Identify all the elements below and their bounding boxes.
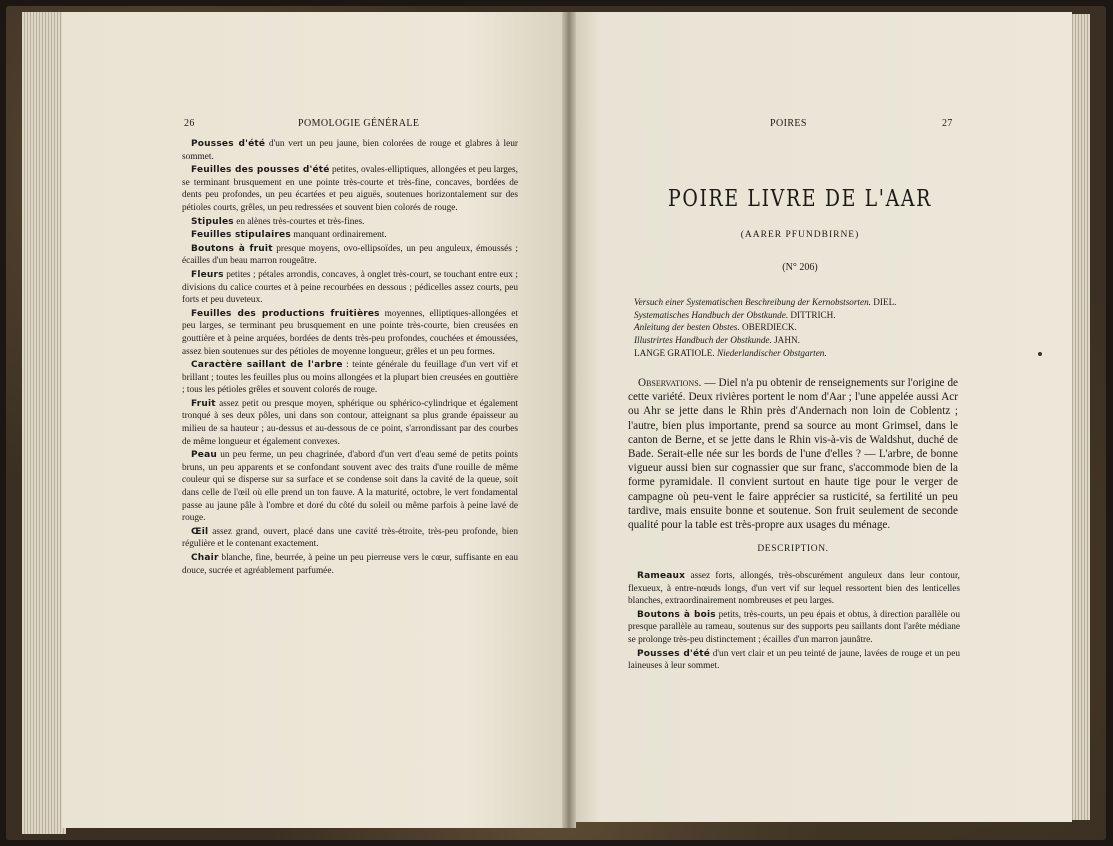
paragraph-term: Stipules [191, 216, 234, 227]
description-paragraph [628, 570, 960, 608]
reference-item: Systematisches Handbuch der Obstkunde. DITTRICH. [634, 309, 836, 320]
right-running-head: POIRES [770, 118, 807, 129]
reference-item: Versuch einer Systematischen Beschreibung der Kernobstsorten. DIEL. [634, 297, 897, 307]
paragraph-term: Fleurs [191, 269, 224, 280]
left-running-head: POMOLOGIE GÉNÉRALE [298, 118, 420, 129]
paragraph-body: petits, très-courts, un peu épais et obtus, à direction parallèle ou presque parallèle au rameau, soutenus sur des supports peu saillants dont l'arête médiane se prolonge très-peu distinctement ; écailles d'un marron jaunâtre. [628, 609, 960, 645]
description-paragraph [182, 164, 518, 214]
description-paragraph [182, 243, 518, 268]
paragraph-term: Feuilles des productions fruitières [191, 308, 380, 319]
variety-synonym: (AARER PFUNDBIRNE) [740, 230, 860, 240]
paragraph-body: d'un vert un peu jaune, bien colorées de rouge et glabres à leur sommet. [182, 139, 518, 162]
reference-item: Anleitung der besten Obstes. OBERDIECK. [634, 322, 797, 333]
observations-label: Observations. [638, 377, 702, 389]
paragraph-body: assez forts, allongés, très-obscurément anguleux dans leur contour, flexueux, à entre-nœuds longs, d'un vert vif sur lequel ressortent bien des lenticelles blanches, extraordinairement nombreuses et peu larges. [628, 571, 960, 607]
paragraph-body: blanche, fine, beurrée, à peine un peu pierreuse vers le cœur, suffisante en eau douce, sucrée et agréablement parfumée. [182, 553, 518, 576]
observations-paragraph [628, 376, 958, 532]
paragraph-body: manquant ordinairement. [290, 230, 387, 241]
description-paragraph [182, 216, 518, 229]
description-paragraph [628, 609, 960, 647]
paragraph-body: assez grand, ouvert, placé dans une cavité très-étroite, très-peu profonde, bien régulière et le contenant exactement. [182, 526, 518, 550]
reference-item: Illustrirtes Handbuch der Obstkunde. JAHN. [634, 335, 800, 346]
paragraph-body: presque moyens, ovo-ellipsoïdes, un peu anguleux, émoussés ; écailles d'un beau marron rougeâtre. [182, 243, 518, 267]
paragraph-body: moyennes, elliptiques-allongées et peu larges, se terminant peu brusquement en une pointe très-courte, bien creusées en gouttière et à peine arquées, bordées de dents très-peu profondes, couchées et émoussées, assez bien soutenues sur des pétioles de moyenne longueur, grêles et un peu formes. [182, 308, 518, 357]
paragraph-body: un peu ferme, un peu chagrinée, d'abord d'un vert d'eau semé de petits points bruns, un peu apparents et se confondant souvent avec des traits d'une rouille de même couleur qui se disperse sur sa surface et se condense soit dans la cavité de la queue, soit dans celle de l'œil où elle prend un ton fauve. A la maturité, octobre, le vert fondamental passe au jaune pâle à l'ombre et doré du côté du soleil ou même parfois à peine lavé de rouge. [182, 450, 518, 524]
reference-item: LANGE GRATIOLE. Niederlandischer Obstgarten. [634, 347, 827, 358]
paragraph-body: assez petit ou presque moyen, sphérique ou sphérico-cylindrique et également tronqué à ses deux pôles, uni dans son contour, atteignant sa plus grande épaisseur au milieu de sa hauteur ; au-dessus et au-dessous de ce point, s'arrondissant par des courbes de même longueur et également convexes. [182, 398, 518, 447]
left-page-number: 26 [184, 118, 195, 129]
description-paragraph [182, 308, 518, 358]
right-page-number: 27 [942, 118, 953, 129]
right-page-edges [1070, 14, 1090, 820]
description-paragraph [182, 269, 518, 307]
description-paragraph [182, 552, 518, 577]
description-paragraph [182, 229, 518, 242]
paragraph-term: Rameaux [637, 571, 686, 581]
paragraph-term: Boutons à fruit [191, 243, 273, 254]
description-paragraph [182, 398, 518, 448]
description-paragraph [182, 449, 518, 525]
description-paragraph [182, 359, 518, 397]
paragraph-term: Boutons à bois [637, 609, 716, 620]
paragraph-body: petites, ovales-elliptiques, allongées et peu larges, se terminant brusquement en une pointe très-courte et très-fine, concaves, bordées de dents peu profondes, un peu écartées et peu aiguës, soutenues horizontalement sur des pétioles courts, grêles, un peu redressées et souvent bien colorés de rouge. [182, 165, 518, 213]
right-page-description [628, 570, 960, 674]
page-speck [1038, 352, 1042, 356]
paragraph-term: Feuilles stipulaires [191, 230, 291, 241]
description-paragraph [182, 138, 518, 163]
paragraph-body: petites ; pétales arrondis, concaves, à onglet très-court, se touchant entre eux ; divisions du calice courtes et à peine recourbées en dessous ; pédicelles assez courts, peu forts et peu duveteux. [182, 269, 518, 306]
paragraph-body: : teinte générale du feuillage d'un vert vif et brillant ; toutes les feuilles plus ou moins allongées et la plupart bien creusées en gouttière ; tous les pétioles grêles et souvent colorés de rouge. [182, 360, 519, 396]
description-paragraph [182, 526, 518, 551]
paragraph-term: Peau [191, 450, 217, 461]
book-gutter [562, 12, 576, 828]
bibliography-references [634, 296, 964, 360]
left-page-edges [22, 12, 66, 834]
paragraph-term: Pousses d'été [637, 648, 711, 659]
description-paragraph [628, 648, 960, 673]
paragraph-term: Chair [191, 553, 219, 563]
paragraph-term: Œil [191, 526, 209, 537]
observations-text: — Diel n'a pu obtenir de renseignements sur l'origine de cette variété. Deux rivières portent le nom d'Aar ; l'une appelée aussi Acr ou Ahr se jette dans le Rhin près d'Andernach non loin de Coblentz ; l'autre, bien plus importante, prend sa source au mont Grimsel, dans le canton de Berne, et se jette dans le Rhin vis-à-vis de Waldshut, duché de Bade. Serait-elle née sur les bords de l'une d'elles ? — L'arbre, de bonne vigueur aussi bien sur cognassier que sur franc, s'accommode bien de la forme pyramidale. Il convient surtout en haute tige pour le verger de campagne où peu-vent le faire apprécier sa rusticité, sa fertilité un peu tardive, mais ensuite bonne et soutenue. Son fruit seulement de seconde qualité pour la table est très-propre aux usages du ménage. [628, 377, 958, 532]
paragraph-body: en alènes très-courtes et très-fines. [233, 216, 365, 227]
left-page-text [182, 138, 518, 578]
paragraph-body: d'un vert clair et un peu teinté de jaune, lavées de rouge et un peu laineuses à leur sommet. [628, 648, 960, 672]
paragraph-term: Pousses d'été [191, 139, 266, 149]
variety-title: POIRE LIVRE DE L'AAR [668, 186, 932, 212]
variety-number: (N° 206) [782, 262, 818, 273]
paragraph-term: Fruit [191, 398, 216, 409]
description-heading: DESCRIPTION. [757, 544, 829, 554]
paragraph-term: Feuilles des pousses d'été [191, 165, 330, 176]
paragraph-term: Caractère saillant de l'arbre [191, 360, 343, 371]
